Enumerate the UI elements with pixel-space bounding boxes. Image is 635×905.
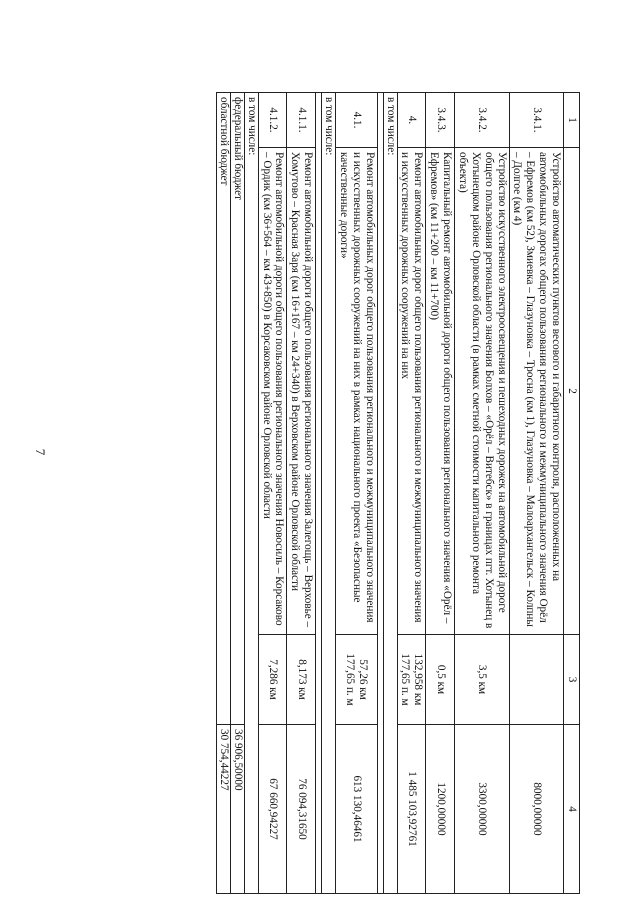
row-amount: 76 094,31650 [287,725,316,894]
table-row [258,93,287,894]
table-row [509,93,564,894]
row-amount: 3300,00000 [455,725,510,894]
rotated-table-container [98,92,580,893]
row-number: 3.4.3. [426,93,455,148]
table-row [455,93,510,894]
row-number: 4.1.2. [258,93,287,148]
row-amount: 1 485 103,92761 [397,725,426,894]
budget-table [216,92,580,894]
row-quantity: 132,958 км 177,65 п. м [397,635,426,725]
spacer-cell [316,93,322,894]
budget-name: федеральный бюджет [231,93,245,725]
budget-row [231,93,245,894]
including-row [244,93,258,894]
spacer-row [316,93,322,894]
including-label: в том числе: [383,93,397,894]
budget-row [217,93,231,894]
header-col-4: 4 [564,725,580,894]
budget-name: областной бюджет [217,93,231,725]
header-col-2: 2 [564,148,580,635]
row-quantity: 8,173 км [287,635,316,725]
spacer-cell [377,93,383,894]
row-description: Устройство искусственного электроосвещения и пешеходных дорожек на автомобильной дороге общего пользования регионального значения Болхов – «Орёл – Витебск» в границах пгт. Хотынец в Хотынецком районе Орловской области (в рамках сметной стоимости капитального ремонта объекта) [455,148,510,635]
row-description: Устройство автоматических пунктов весового и габаритного контроля, расположенных на автомобильных дорогах общего пользования регионального и межмуниципального значения Орёл – Ефремов (км 52), Змиевка – Глазуновка – Тросна (км 1), Глазуновка – Малоархангельск – Колпны – Долгое (км 4) [509,148,564,635]
row-number: 3.4.1. [509,93,564,148]
row-quantity: 7,286 км [258,635,287,725]
including-label: в том числе: [244,93,258,894]
table-row [426,93,455,894]
row-amount: 613 130,46461 [336,725,378,894]
row-number: 4.1. [336,93,378,148]
table-row [397,93,426,894]
row-amount: 1200,00000 [426,725,455,894]
table-row [287,93,316,894]
including-row [322,93,336,894]
row-number: 4. [397,93,426,148]
row-quantity: 3,5 км [455,635,510,725]
budget-amount: 36 906,50000 [231,725,245,894]
header-col-1: 1 [564,93,580,148]
row-description: Ремонт автомобильной дороги общего пользования регионального значения Новосиль – Корсаково – Ордик (км 36+564 – км 43+850) в Корсаковском районе Орловской области [258,148,287,635]
row-amount: 8000,00000 [509,725,564,894]
row-number: 3.4.2. [455,93,510,148]
row-description: Ремонт автомобильной дороги общего пользования регионального значения Залегощь – Верховье – Хомутово – Красная Заря (км 16+167 – км 24+340) в Верховском районе Орловской области [287,148,316,635]
row-description: Ремонт автомобильных дорог общего пользования регионального и межмуниципального значения и искусственных дорожных сооружений на них в рамках национального проекта «Безопасные качественные дороги» [336,148,378,635]
row-quantity [509,635,564,725]
including-row [383,93,397,894]
row-quantity: 0,5 км [426,635,455,725]
page-number: 7 [33,448,48,456]
row-number: 4.1.1. [287,93,316,148]
including-label: в том числе: [322,93,336,894]
spacer-row [377,93,383,894]
header-col-3: 3 [564,635,580,725]
table-row [336,93,378,894]
budget-amount: 30 754,44227 [217,725,231,894]
row-quantity: 57,26 км 177,65 п. м [336,635,378,725]
row-amount: 67 660,94227 [258,725,287,894]
row-description: Ремонт автомобильных дорог общего пользования регионального и межмуниципального значения и искусственных дорожных сооружений на них [397,148,426,635]
header-row [564,93,580,894]
row-description: Капитальный ремонт автомобильной дороги общего пользования регионального значения «Орёл – Ефремов» (км 11+200 – км 11+700) [426,148,455,635]
